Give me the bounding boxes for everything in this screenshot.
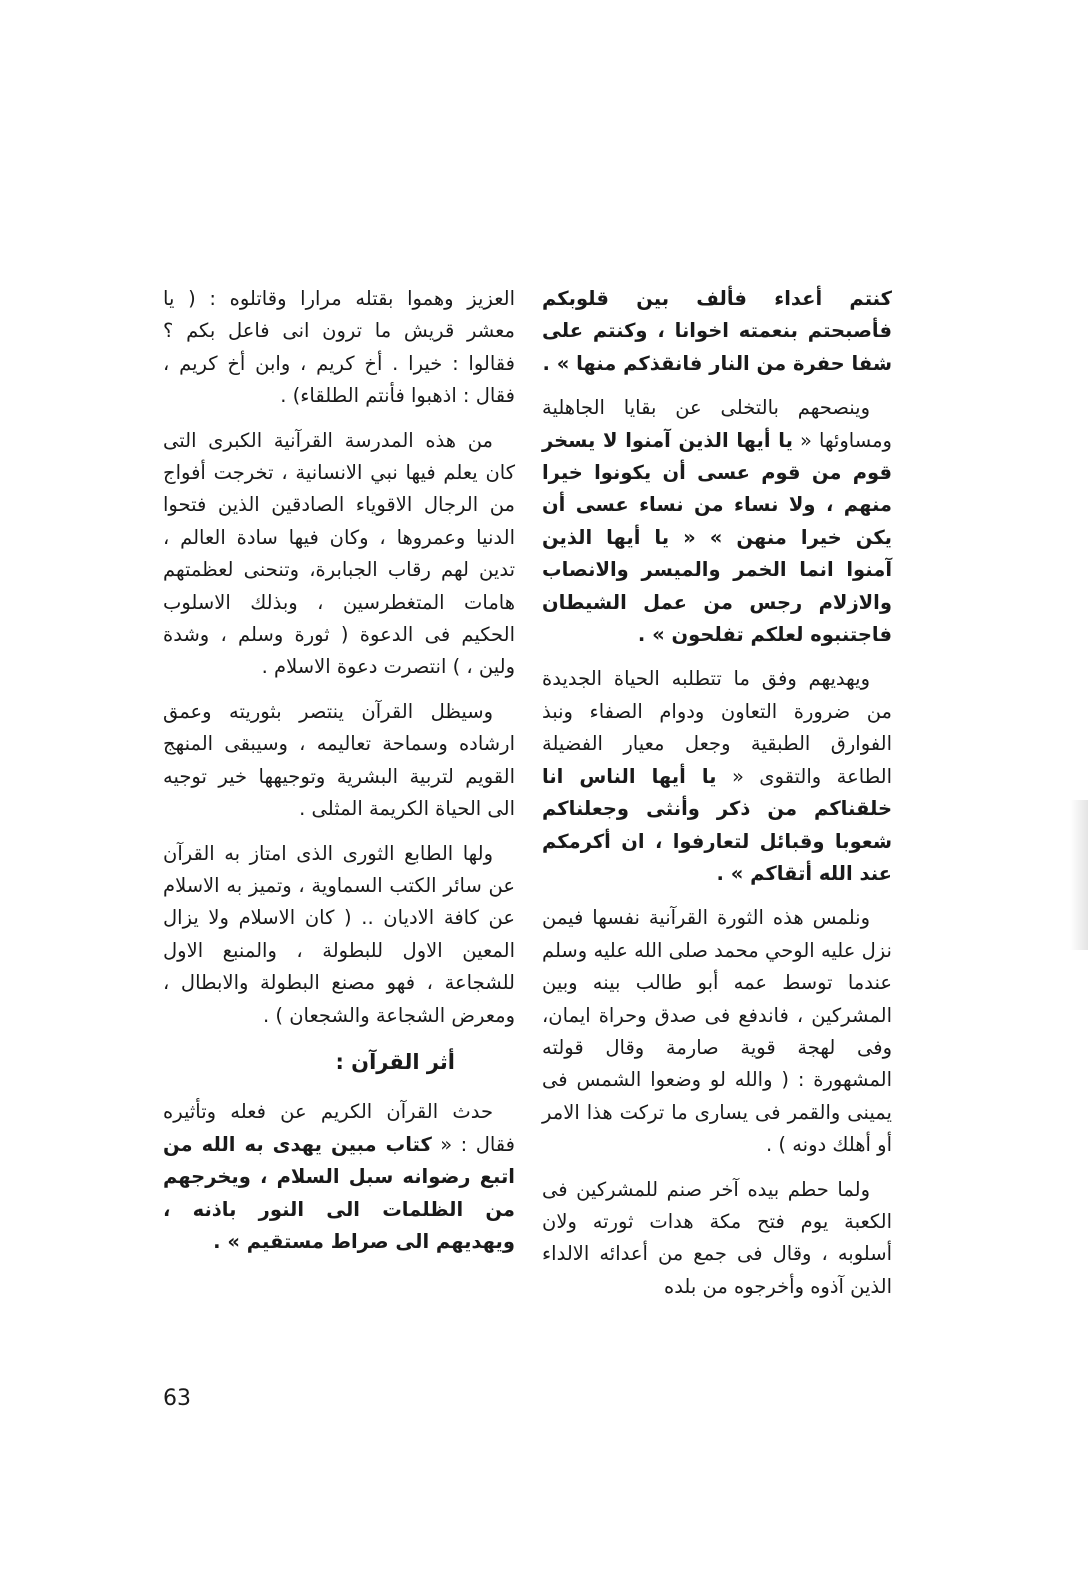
body-text: وينصحهم بالتخلى عن بقايا الجاهلية ومساوئها « bbox=[542, 396, 892, 452]
section-heading: أثر القرآن : bbox=[335, 1049, 455, 1074]
body-text: ولها الطابع الثورى الذى امتاز به القرآن عن سائر الكتب السماوية ، وتميز به الاسلام عن كافة الاديان .. ( كان الاسلام ولا يزال المعين الاول للبطولة ، والمنبع الاول للشجاعة ، فهو مصنع البطولة والابطال ، ومعرض الشجاعة والشجعان ) . bbox=[163, 841, 515, 1027]
body-text: حدث القرآن الكريم عن فعله وتأثيره فقال : « bbox=[163, 1100, 515, 1156]
page-number: 63 bbox=[163, 1386, 191, 1411]
body-text: العزيز وهموا بقتله مرارا وقاتلوه : ( يا معشر قريش ما ترون انى فاعل بكم ؟ فقالوا : خيرا . أخ كريم ، وابن أخ كريم ، فقال : اذهبوا فأنتم الطلقاء) . bbox=[163, 287, 515, 408]
left-paragraph-4 bbox=[163, 838, 515, 1032]
right-paragraph-5 bbox=[542, 1174, 892, 1304]
left-paragraph-1 bbox=[163, 283, 515, 413]
body-text: ونلمس هذه الثورة القرآنية نفسها فيمن نزل عليه الوحي محمد صلى الله عليه وسلم عندما توسط عمه أبو طالب بينه وبين المشركين ، فاندفع فى صدق وحراة ايمان، وفى لهجة قوية صارمة وقال قولته المشهورة : ( والله لو وضعوا الشمس فى يمينى والقمر فى يسارى ما تركت هذا الامر أو أهلك دونه ) . bbox=[542, 906, 892, 1157]
quran-quote: كتاب مبين يهدى به الله من اتبع رضوانه سبل السلام ، ويخرجهم من الظلمات الى النور باذنه ، ويهديهم الى صراط مستقيم » . bbox=[163, 1132, 515, 1253]
left-paragraph-5 bbox=[163, 1096, 515, 1258]
right-paragraph-1 bbox=[542, 283, 892, 380]
right-paragraph-3 bbox=[542, 663, 892, 890]
body-text: ولما حطم بيده آخر صنم للمشركين فى الكعبة يوم فتح مكة هدات ثورته ولان أسلوبه ، وقال فى جمع من أعدائه الالداء الذين آذوه وأخرجوه من بلده bbox=[542, 1177, 892, 1298]
quran-quote: يا أيها الذين آمنوا لا يسخر قوم من قوم عسى أن يكونوا خيرا منهم ، ولا نساء من نساء عسى أن يكن خيرا منهن » « يا أيها الذين آمنوا انما الخمر والميسر والانصاب والازلام رجس من عمل الشيطان فاجتنبوه لعلكم تفلحون » . bbox=[542, 428, 892, 647]
quran-quote: يا أيها الناس انا خلقناكم من ذكر وأنثى وجعلناكم شعوبا وقبائل لتعارفوا ، ان أكرمكم عند الله أتقاكم » . bbox=[542, 764, 892, 885]
body-text: ويهديهم وفق ما تتطلبه الحياة الجديدة من ضرورة التعاون ودوام الصفاء ونبذ الفوارق الطبقية وجعل معيار الفضيلة الطاعة والتقوى « bbox=[542, 667, 893, 788]
right-paragraph-4 bbox=[542, 902, 892, 1161]
body-text: وسيظل القرآن ينتصر بثوريته وعمق ارشاده وسماحة تعاليمه ، وسيبقى المنهج القويم لتربية البشرية وتوجيهها خير توجيه الى الحياة الكريمة المثلى . bbox=[163, 699, 515, 821]
left-paragraph-3 bbox=[163, 696, 515, 826]
right-paragraph-2 bbox=[542, 392, 892, 651]
body-text: من هذه المدرسة القرآنية الكبرى التى كان يعلم فيها نبي الانسانية ، تخرجت أفواج من الرجال الاقوياء الصادقين الذين فتحوا الدنيا وعمروها ، وكان فيها سادة العالم ، تدين لهم رقاب الجبابرة، وتنحنى لعظمتهم هامات المتغطرسين ، وبذلك الاسلوب الحكيم فى الدعوة ( ثورة وسلم ، وشدة ولين ، ) انتصرت دعوة الاسلام . bbox=[163, 428, 515, 679]
right-column bbox=[542, 283, 892, 1315]
left-paragraph-2 bbox=[163, 425, 515, 684]
page-edge-shadow bbox=[1070, 800, 1088, 950]
quran-quote: كنتم أعداء فألف بين قلوبكم فأصبحتم بنعمته اخوانا ، وكنتم على شفا حفرة من النار فانقذكم منها » . bbox=[542, 287, 892, 375]
left-column bbox=[163, 283, 515, 1270]
